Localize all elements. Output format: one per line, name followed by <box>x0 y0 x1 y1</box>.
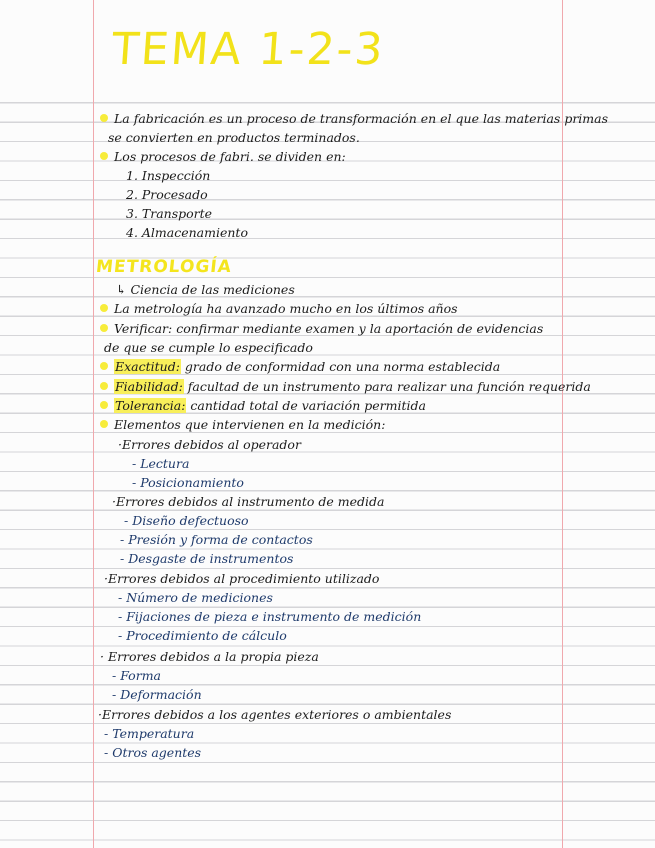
bullet-dot-icon <box>100 304 108 312</box>
fiabilidad-line: Fiabilidad: facultad de un instrumento para realizar una función requerida <box>100 378 591 396</box>
elementos-line: Elementos que intervienen en la medición: <box>100 416 385 434</box>
section-heading-metrologia: METROLOGÍA <box>94 257 233 277</box>
errores-instrumento-item: - Presión y forma de contactos <box>120 532 313 547</box>
errores-instrumento-item: - Diseño defectuoso <box>124 513 249 528</box>
bullet-dot-icon <box>100 324 108 332</box>
bullet-dot-icon <box>100 362 108 370</box>
errores-operador-item: - Posicionamiento <box>132 475 244 490</box>
errores-agentes-title: ·Errores debidos a los agentes exteriores o ambientales <box>98 707 452 722</box>
errores-instrumento-title: ·Errores debidos al instrumento de medida <box>112 494 385 509</box>
errores-pieza-item: - Forma <box>112 668 161 683</box>
step-3: 3. Transporte <box>126 206 213 221</box>
verificar-line: Verificar: confirmar mediante examen y la aportación de evidencias <box>100 320 543 338</box>
bullet-dot-icon <box>100 401 108 409</box>
errores-procedimiento-item: - Procedimiento de cálculo <box>118 628 287 643</box>
metrologia-subtitle: ↳ Ciencia de las mediciones <box>116 282 295 297</box>
errores-pieza-title: · Errores debidos a la propia pieza <box>100 649 319 664</box>
errores-operador-item: - Lectura <box>132 456 190 471</box>
tolerancia-line: Tolerancia: cantidad total de variación permitida <box>100 397 426 415</box>
errores-procedimiento-item: - Fijaciones de pieza e instrumento de medición <box>118 609 422 624</box>
bullet-dot-icon <box>100 114 108 122</box>
verificar-cont: de que se cumple lo especificado <box>104 340 313 355</box>
step-4: 4. Almacenamiento <box>126 225 248 240</box>
bullet-dot-icon <box>100 382 108 390</box>
intro-line-1: La fabricación es un proceso de transformación en el que las materias primas <box>100 110 608 128</box>
highlight-term: Tolerancia: <box>115 398 186 413</box>
exactitud-line: Exactitud: grado de conformidad con una norma establecida <box>100 358 500 376</box>
intro-line-2: se convierten en productos terminados. <box>108 130 360 145</box>
bullet-dot-icon <box>100 420 108 428</box>
errores-procedimiento-title: ·Errores debidos al procedimiento utilizado <box>104 571 380 586</box>
page-title: TEMA 1-2-3 <box>110 24 387 75</box>
errores-instrumento-item: - Desgaste de instrumentos <box>120 551 294 566</box>
errores-operador-title: ·Errores debidos al operador <box>118 437 301 452</box>
intro-line-3: Los procesos de fabri. se dividen en: <box>100 148 346 166</box>
errores-pieza-item: - Deformación <box>112 687 202 702</box>
step-1: 1. Inspección <box>126 168 211 183</box>
left-margin-line <box>93 0 94 848</box>
highlight-term: Exactitud: <box>115 359 180 374</box>
highlight-term: Fiabilidad: <box>115 379 183 394</box>
errores-procedimiento-item: - Número de mediciones <box>118 590 273 605</box>
step-2: 2. Procesado <box>126 187 208 202</box>
metrologia-avance: La metrología ha avanzado mucho en los últimos años <box>100 300 458 318</box>
errores-agentes-item: - Otros agentes <box>104 745 202 760</box>
bullet-dot-icon <box>100 152 108 160</box>
errores-agentes-item: - Temperatura <box>104 726 195 741</box>
